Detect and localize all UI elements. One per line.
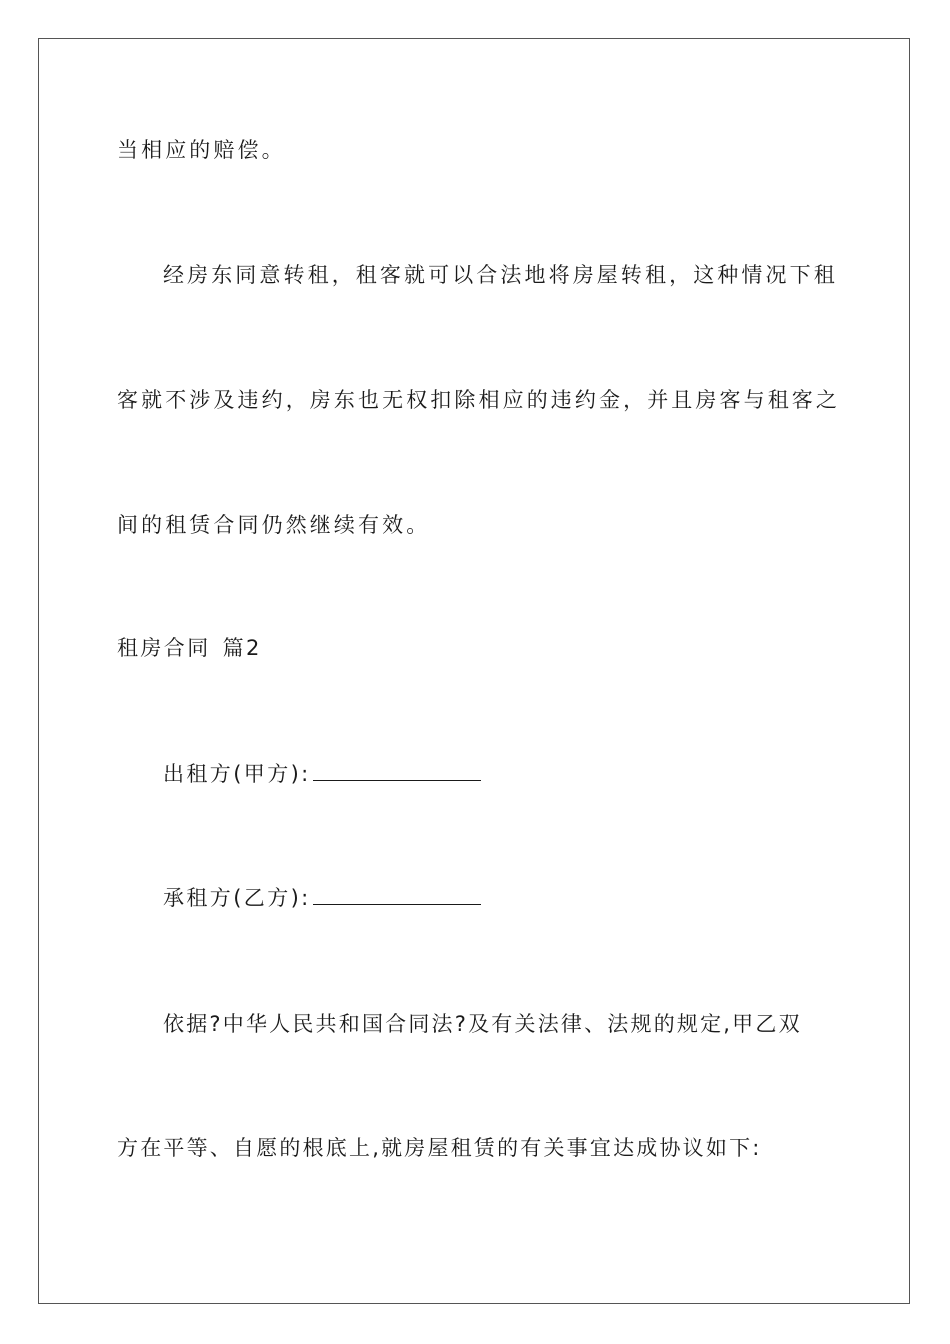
lessee-field bbox=[163, 884, 481, 912]
lessor-field bbox=[163, 760, 481, 788]
paragraph-line: 当相应的赔偿。 bbox=[117, 138, 286, 162]
section-number: 篇2 bbox=[222, 636, 262, 660]
lessor-label: 出租方(甲方): bbox=[163, 762, 311, 786]
section-heading bbox=[117, 634, 262, 662]
lessee-blank-line bbox=[313, 884, 481, 905]
page-border bbox=[38, 38, 910, 1304]
section-title: 租房合同 bbox=[117, 636, 211, 660]
paragraph-line: 依据?中华人民共和国合同法?及有关法律、法规的规定,甲乙双 bbox=[163, 1012, 802, 1036]
lessor-blank-line bbox=[313, 760, 481, 781]
lessee-label: 承租方(乙方): bbox=[163, 886, 311, 910]
paragraph-line: 经房东同意转租，租客就可以合法地将房屋转租，这种情况下租 bbox=[163, 263, 838, 287]
paragraph-line: 客就不涉及违约，房东也无权扣除相应的违约金，并且房客与租客之 bbox=[117, 388, 840, 412]
paragraph-line: 方在平等、自愿的根底上,就房屋租赁的有关事宜达成协议如下: bbox=[117, 1136, 762, 1160]
paragraph-line: 间的租赁合同仍然继续有效。 bbox=[117, 513, 431, 537]
